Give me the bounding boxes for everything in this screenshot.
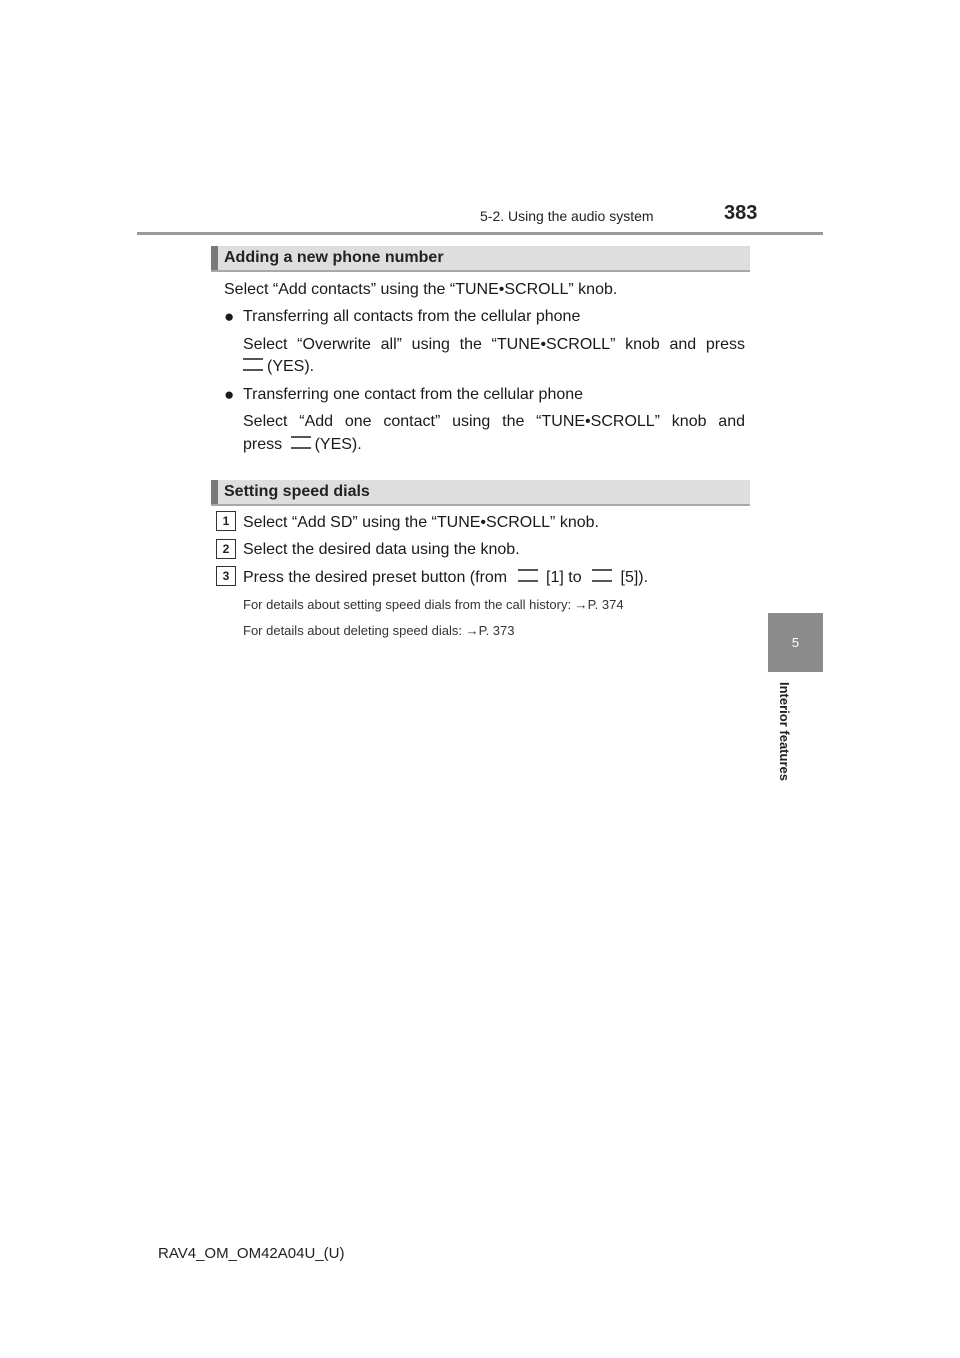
step-text-1: Select “Add SD” using the “TUNE•SCROLL” knob. — [243, 514, 599, 531]
step-text-2: Select the desired data using the knob. — [243, 541, 520, 558]
bullet-body-all-contacts: Select “Overwrite all” using the “TUNE•SCROLL” knob and press — [243, 336, 745, 353]
note-delete-speed-dials: For details about deleting speed dials: →P. 373 — [243, 623, 515, 638]
bullet-body-all-contacts-cont: (YES). — [243, 358, 314, 376]
chapter-number: 5 — [791, 635, 800, 650]
step-text-3: Press the desired preset button (from [1] to [5]). — [243, 569, 649, 586]
chapter-label: Interior features — [777, 682, 792, 781]
preset-button-icon — [592, 569, 612, 582]
page-number: 383 — [724, 202, 758, 224]
bullet-icon: ● — [224, 385, 235, 404]
step-number-2: 2 — [216, 539, 236, 559]
intro-text: Select “Add contacts” using the “TUNE•SCROLL” knob. — [224, 281, 618, 298]
section-header-speed-dials — [211, 480, 750, 506]
preset-button-icon — [518, 569, 538, 582]
header-section-title: 5-2. Using the audio system — [480, 208, 654, 224]
section-title: Adding a new phone number — [224, 249, 444, 266]
note-call-history: For details about setting speed dials from the call history: →P. 374 — [243, 597, 624, 612]
step-number-3: 3 — [216, 566, 236, 586]
bullet-body-one-contact-cont: press (YES). — [243, 436, 362, 453]
document-code: RAV4_OM_OM42A04U_(U) — [158, 1245, 345, 1262]
bullet-title-all-contacts: Transferring all contacts from the cellular phone — [243, 308, 581, 325]
section-header-add-phone — [211, 246, 750, 272]
preset-button-icon — [243, 358, 263, 371]
step-number-1: 1 — [216, 511, 236, 531]
header-divider — [137, 232, 823, 235]
chapter-tab — [768, 613, 823, 672]
bullet-icon: ● — [224, 307, 235, 326]
bullet-title-one-contact: Transferring one contact from the cellular phone — [243, 386, 584, 403]
preset-button-icon — [291, 436, 311, 449]
bullet-body-one-contact: Select “Add one contact” using the “TUNE•SCROLL” knob and — [243, 413, 745, 430]
section-title: Setting speed dials — [224, 483, 370, 500]
